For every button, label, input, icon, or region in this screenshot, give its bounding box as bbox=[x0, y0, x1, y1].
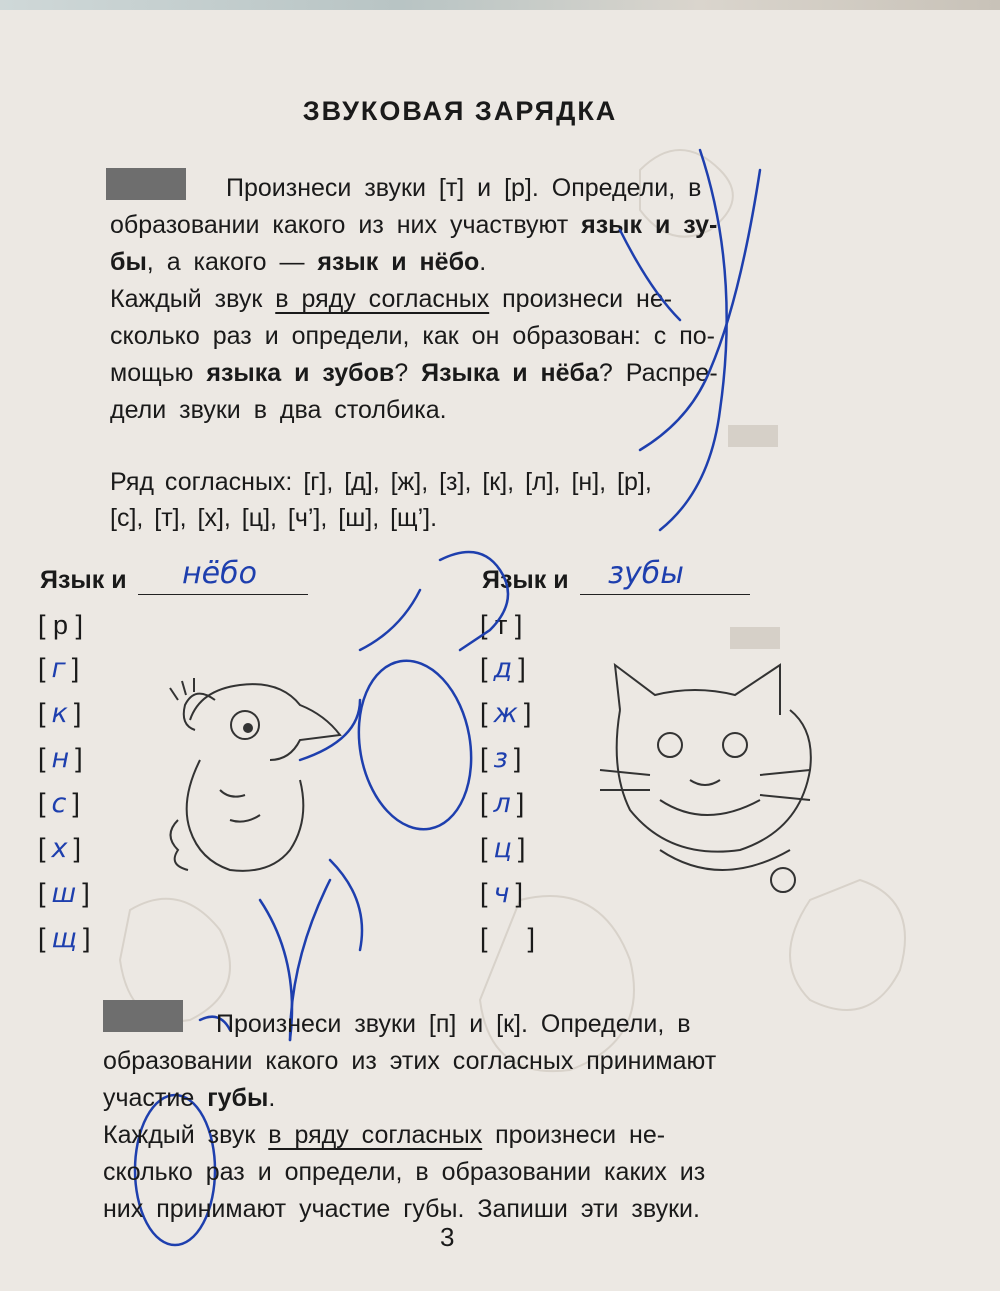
bird-illustration bbox=[170, 678, 340, 871]
right-cell-5: [ ц ] bbox=[480, 833, 526, 864]
left-cell-3: [ н ] bbox=[38, 743, 83, 774]
ex2-line-4-text: Каждый звук bbox=[103, 1121, 269, 1149]
right-column-heading-text: Язык и bbox=[482, 566, 569, 594]
ex1-line-3-end: . bbox=[479, 248, 487, 276]
ex1-line-2 bbox=[110, 207, 717, 244]
ex2-line-2-text: образовании какого из этих согласных принимают bbox=[103, 1047, 717, 1075]
ex2-line-3-bold: губы bbox=[207, 1084, 269, 1112]
left-item-5: х bbox=[51, 833, 68, 864]
right-item-6: ч bbox=[493, 878, 510, 909]
left-item-3: н bbox=[51, 743, 70, 774]
ex1-line-2-text: образовании какого из них участвуют bbox=[110, 211, 582, 239]
left-item-2: к bbox=[51, 698, 68, 729]
right-printed-first: [ т ] bbox=[480, 610, 523, 640]
right-item-3: з bbox=[493, 743, 508, 774]
ex1-line-3-bold-b: язык и нёбо bbox=[317, 248, 480, 276]
ex2-line-3-text: участие bbox=[103, 1084, 208, 1112]
ex2-line-6 bbox=[103, 1191, 700, 1228]
ex1-line-4 bbox=[110, 281, 672, 318]
ex1-line-6-bold-b: Языка и нёба bbox=[421, 359, 599, 387]
right-item-4: л bbox=[493, 788, 511, 819]
ex2-line-1-text: Произнеси звуки [п] и [к]. Определи, в bbox=[216, 1010, 691, 1038]
ex1-line-7-text: дели звуки в два столбика. bbox=[110, 396, 447, 424]
ex1-line-3-text: , а какого — bbox=[146, 248, 318, 276]
ex1-line-3 bbox=[110, 244, 486, 281]
ex2-line-5 bbox=[103, 1154, 705, 1191]
ex1-line-2-bold: язык и зу- bbox=[581, 211, 718, 239]
ex1-line-4-text: Каждый звук bbox=[110, 285, 276, 313]
right-cell-6: [ ч ] bbox=[480, 878, 523, 909]
left-column-heading bbox=[40, 566, 308, 595]
left-item-4: с bbox=[51, 788, 67, 819]
ex1-line-1-text: Произнеси звуки [т] и [р]. Определи, в bbox=[226, 174, 702, 202]
left-cell-1: [ г ] bbox=[38, 653, 80, 684]
ex1-line-5 bbox=[110, 318, 715, 355]
right-handwritten-answer: зубы bbox=[608, 556, 684, 591]
cat-illustration bbox=[600, 665, 811, 892]
right-item-5: ц bbox=[493, 833, 512, 864]
ex1-line-6-bold-a: языка и зубов bbox=[206, 359, 395, 387]
ex1-line-4-underlined: в ряду согласных bbox=[275, 285, 490, 313]
page-title: ЗВУКОВАЯ ЗАРЯДКА bbox=[302, 96, 618, 126]
left-cell-2: [ к ] bbox=[38, 698, 82, 729]
left-cell-7: [ щ ] bbox=[38, 923, 91, 954]
left-column-heading-text: Язык и bbox=[40, 566, 127, 594]
ex2-line-3-end: . bbox=[268, 1084, 276, 1112]
left-cell-4: [ с ] bbox=[38, 788, 80, 819]
ex1-line-4-end: произнеси не- bbox=[489, 285, 673, 313]
page-top-edge bbox=[0, 0, 1000, 10]
exercise-marker-1 bbox=[106, 168, 186, 200]
right-item-1: д bbox=[493, 653, 513, 684]
ex1-line-1 bbox=[226, 170, 701, 207]
ex1-line-6-c: ? Распре- bbox=[598, 359, 718, 387]
exercise-marker-2 bbox=[103, 1000, 183, 1032]
left-item-7: щ bbox=[51, 923, 77, 954]
right-item-2: ж bbox=[493, 698, 518, 729]
left-printed-first: [ р ] bbox=[38, 610, 84, 640]
ex1-line-6 bbox=[110, 355, 718, 392]
page-number: 3 bbox=[440, 1222, 455, 1252]
ex2-line-3 bbox=[103, 1080, 275, 1117]
consonant-row-1: Ряд согласных: [г], [д], [ж], [з], [к], [л], [н], [р], bbox=[110, 468, 652, 496]
ex2-line-4 bbox=[103, 1117, 665, 1154]
ex2-line-1 bbox=[216, 1006, 691, 1043]
ex1-line-3-bold-a: бы bbox=[110, 248, 147, 276]
right-cell-4: [ л ] bbox=[480, 788, 525, 819]
ex1-line-6-a: мощью bbox=[110, 359, 207, 387]
ex1-line-5-text: сколько раз и определи, как он образован: с по- bbox=[110, 322, 715, 350]
right-cell-2: [ ж ] bbox=[480, 698, 532, 729]
ex2-line-5-text: сколько раз и определи, в образовании каких из bbox=[103, 1158, 706, 1186]
ex2-line-4-end: произнеси не- bbox=[482, 1121, 666, 1149]
left-item-6: ш bbox=[51, 878, 77, 909]
ex1-line-6-b: ? bbox=[394, 359, 422, 387]
right-cell-7: [ ] bbox=[480, 923, 536, 953]
ex2-line-4-underlined: в ряду согласных bbox=[268, 1121, 483, 1149]
right-cell-3: [ з ] bbox=[480, 743, 522, 774]
consonant-row-2: [с], [т], [х], [ц], [ч’], [ш], [щ’]. bbox=[110, 504, 438, 532]
left-handwritten-answer: нёбо bbox=[182, 556, 257, 591]
ex2-line-2 bbox=[103, 1043, 716, 1080]
right-cell-1: [ д ] bbox=[480, 653, 526, 684]
left-cell-6: [ ш ] bbox=[38, 878, 90, 909]
ex1-line-7 bbox=[110, 392, 447, 429]
ex2-line-6-text: них принимают участие губы. Запиши эти звуки. bbox=[103, 1195, 700, 1223]
left-item-1: г bbox=[51, 653, 66, 684]
left-cell-5: [ х ] bbox=[38, 833, 82, 864]
